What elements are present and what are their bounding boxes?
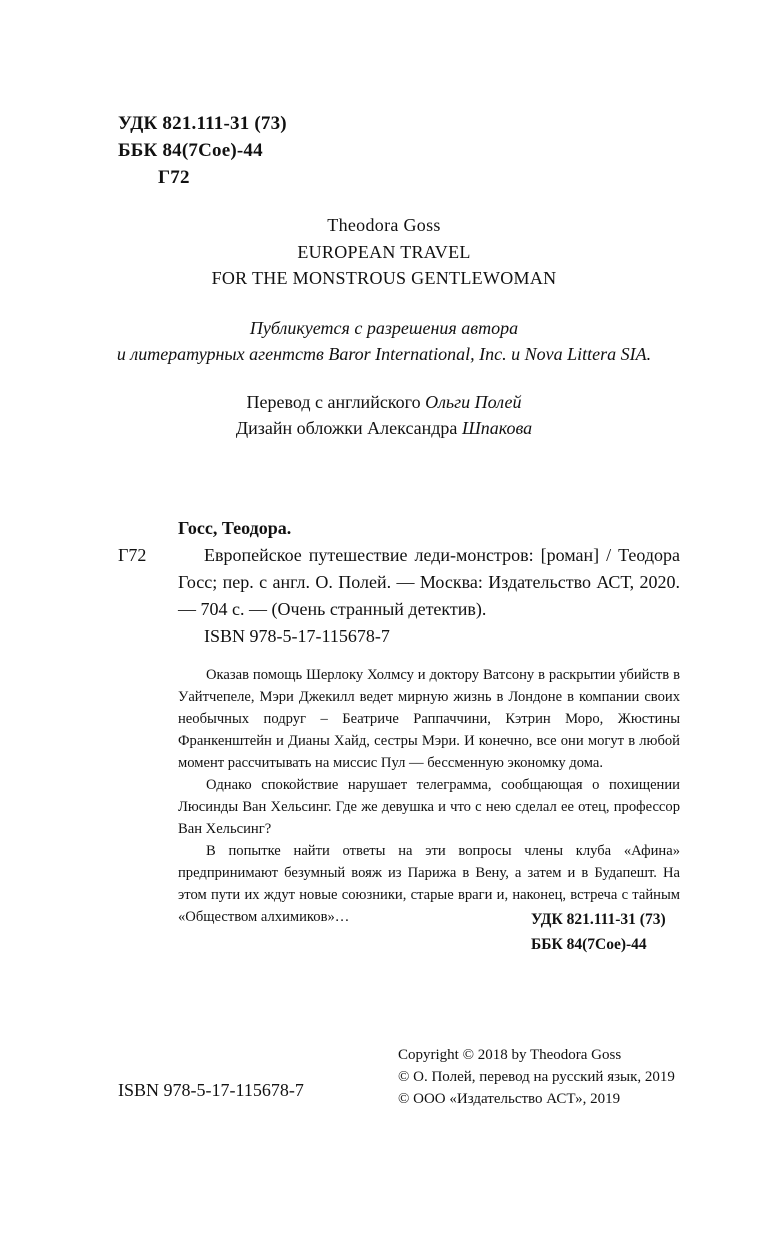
original-title-line2: FOR THE MONSTROUS GENTLEWOMAN: [211, 268, 557, 288]
design-credit: [0, 418, 768, 439]
bbk-code: ББК 84(7Сое)-44: [118, 140, 263, 161]
permission-line1: Публикуется с разрешения автора: [249, 318, 519, 338]
copyright-line3: © ООО «Издательство АСТ», 2019: [398, 1091, 621, 1107]
annotation-paragraph-2: Однако спокойствие нарушает телеграмма, сообщающая о похищении Люсинды Ван Хельсинг. Где же девушка и что с нею сделал ее отец, профессор Ван Хельсинг?: [178, 777, 680, 837]
translation-prefix: Перевод с английского: [246, 392, 426, 412]
author-code: Г72: [158, 167, 190, 188]
translation-credit: [0, 392, 768, 413]
annotation-paragraph-3: В попытке найти ответы на эти вопросы члены клуба «Афина» предпринимают безумный вояж из Парижа в Вену, а затем и в Будапешт. На этом пути их ждут новые союзники, старые враги и, наконец, встреча с тайным «Обществом алхимиков»…: [178, 843, 680, 925]
permission-line2: и литературных агентств Baror International, Inc. и Nova Littera SIA.: [116, 344, 652, 364]
annotation-paragraph-1: Оказав помощь Шерлоку Холмсу и доктору Ватсону в раскрытии убийств в Уайтчепеле, Мэри Джекилл ведет мирную жизнь в Лондоне в компании своих необычных подруг – Беатриче Раппаччини, Кэтрин Моро, Жюстины Франкенштейн и Дианы Хайд, сестры Мэри. И конечно, все они могут в любой момент рассчитывать на миссис Пул — бессменную экономку дома.: [178, 667, 680, 771]
copyright-line2: © О. Полей, перевод на русский язык, 2019: [398, 1069, 675, 1085]
bibliographic-description: Европейское путешествие леди-монстров: [роман] / Теодора Госс; пер. с англ. О. Полей. — Москва: Издательство АСТ, 2020. — 704 с. — (Очень странный детектив).: [178, 545, 680, 619]
bibliographic-heading: Госс, Теодора.: [178, 518, 292, 538]
udk-code-secondary: УДК 821.111-31 (73): [531, 911, 666, 928]
original-title-line1: EUROPEAN TRAVEL: [297, 242, 471, 262]
copyright-line1: Copyright © 2018 by Theodora Goss: [398, 1047, 622, 1063]
translator-name: Ольги Полей: [425, 392, 522, 412]
udk-code: УДК 821.111-31 (73): [118, 113, 287, 134]
original-author: Theodora Goss: [327, 215, 441, 235]
bibliographic-isbn: ISBN 978-5-17-115678-7: [204, 626, 390, 646]
designer-name: Шпакова: [461, 418, 533, 438]
annotation: [178, 664, 680, 928]
design-prefix: Дизайн обложки Александра: [235, 418, 462, 438]
bibliographic-code: Г72: [118, 545, 147, 565]
isbn-bottom: ISBN 978-5-17-115678-7: [118, 1080, 304, 1100]
bbk-code-secondary: ББК 84(7Сое)-44: [531, 936, 647, 953]
